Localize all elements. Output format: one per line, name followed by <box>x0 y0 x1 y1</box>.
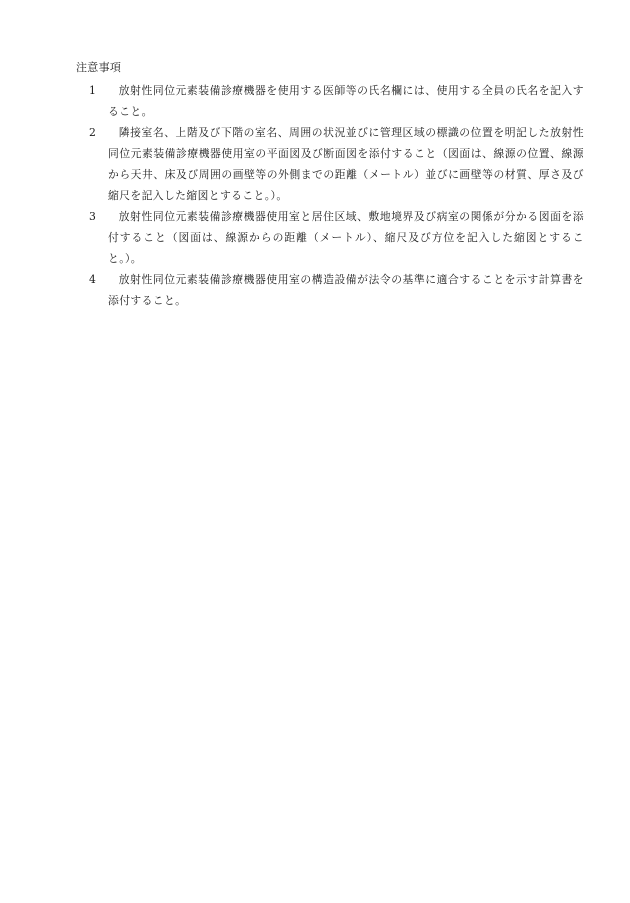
note-number: 1 <box>89 84 97 97</box>
note-number: 3 <box>89 210 97 223</box>
note-text: 隣接室名、上階及び下階の室名、周囲の状況並びに管理区域の標識の位置を明記した放射性同位元素装備診療機器使用室の平面図及び断面図を添付すること（図面は、線源の位置、線源から天井、床及び周囲の画壁等の外側までの距離（メートル）並びに画壁等の材質、厚さ及び縮尺を記入した縮図とすること。）。 <box>108 126 584 202</box>
note-item-3 <box>84 206 584 269</box>
note-number: 2 <box>89 126 97 139</box>
note-text: 放射性同位元素装備診療機器を使用する医師等の氏名欄には、使用する全員の氏名を記入すること。 <box>108 84 584 118</box>
note-number: 4 <box>89 273 97 286</box>
notes-heading: 注意事項 <box>76 61 122 74</box>
note-text: 放射性同位元素装備診療機器使用室の構造設備が法令の基準に適合することを示す計算書を添付すること。 <box>108 273 584 307</box>
notes-list <box>84 80 584 311</box>
note-item-1 <box>84 80 584 122</box>
note-item-2 <box>84 122 584 206</box>
note-item-4 <box>84 269 584 311</box>
note-text: 放射性同位元素装備診療機器使用室と居住区域、敷地境界及び病室の関係が分かる図面を添付すること（図面は、線源からの距離（メートル）、縮尺及び方位を記入した縮図とすること。）。 <box>108 210 584 265</box>
